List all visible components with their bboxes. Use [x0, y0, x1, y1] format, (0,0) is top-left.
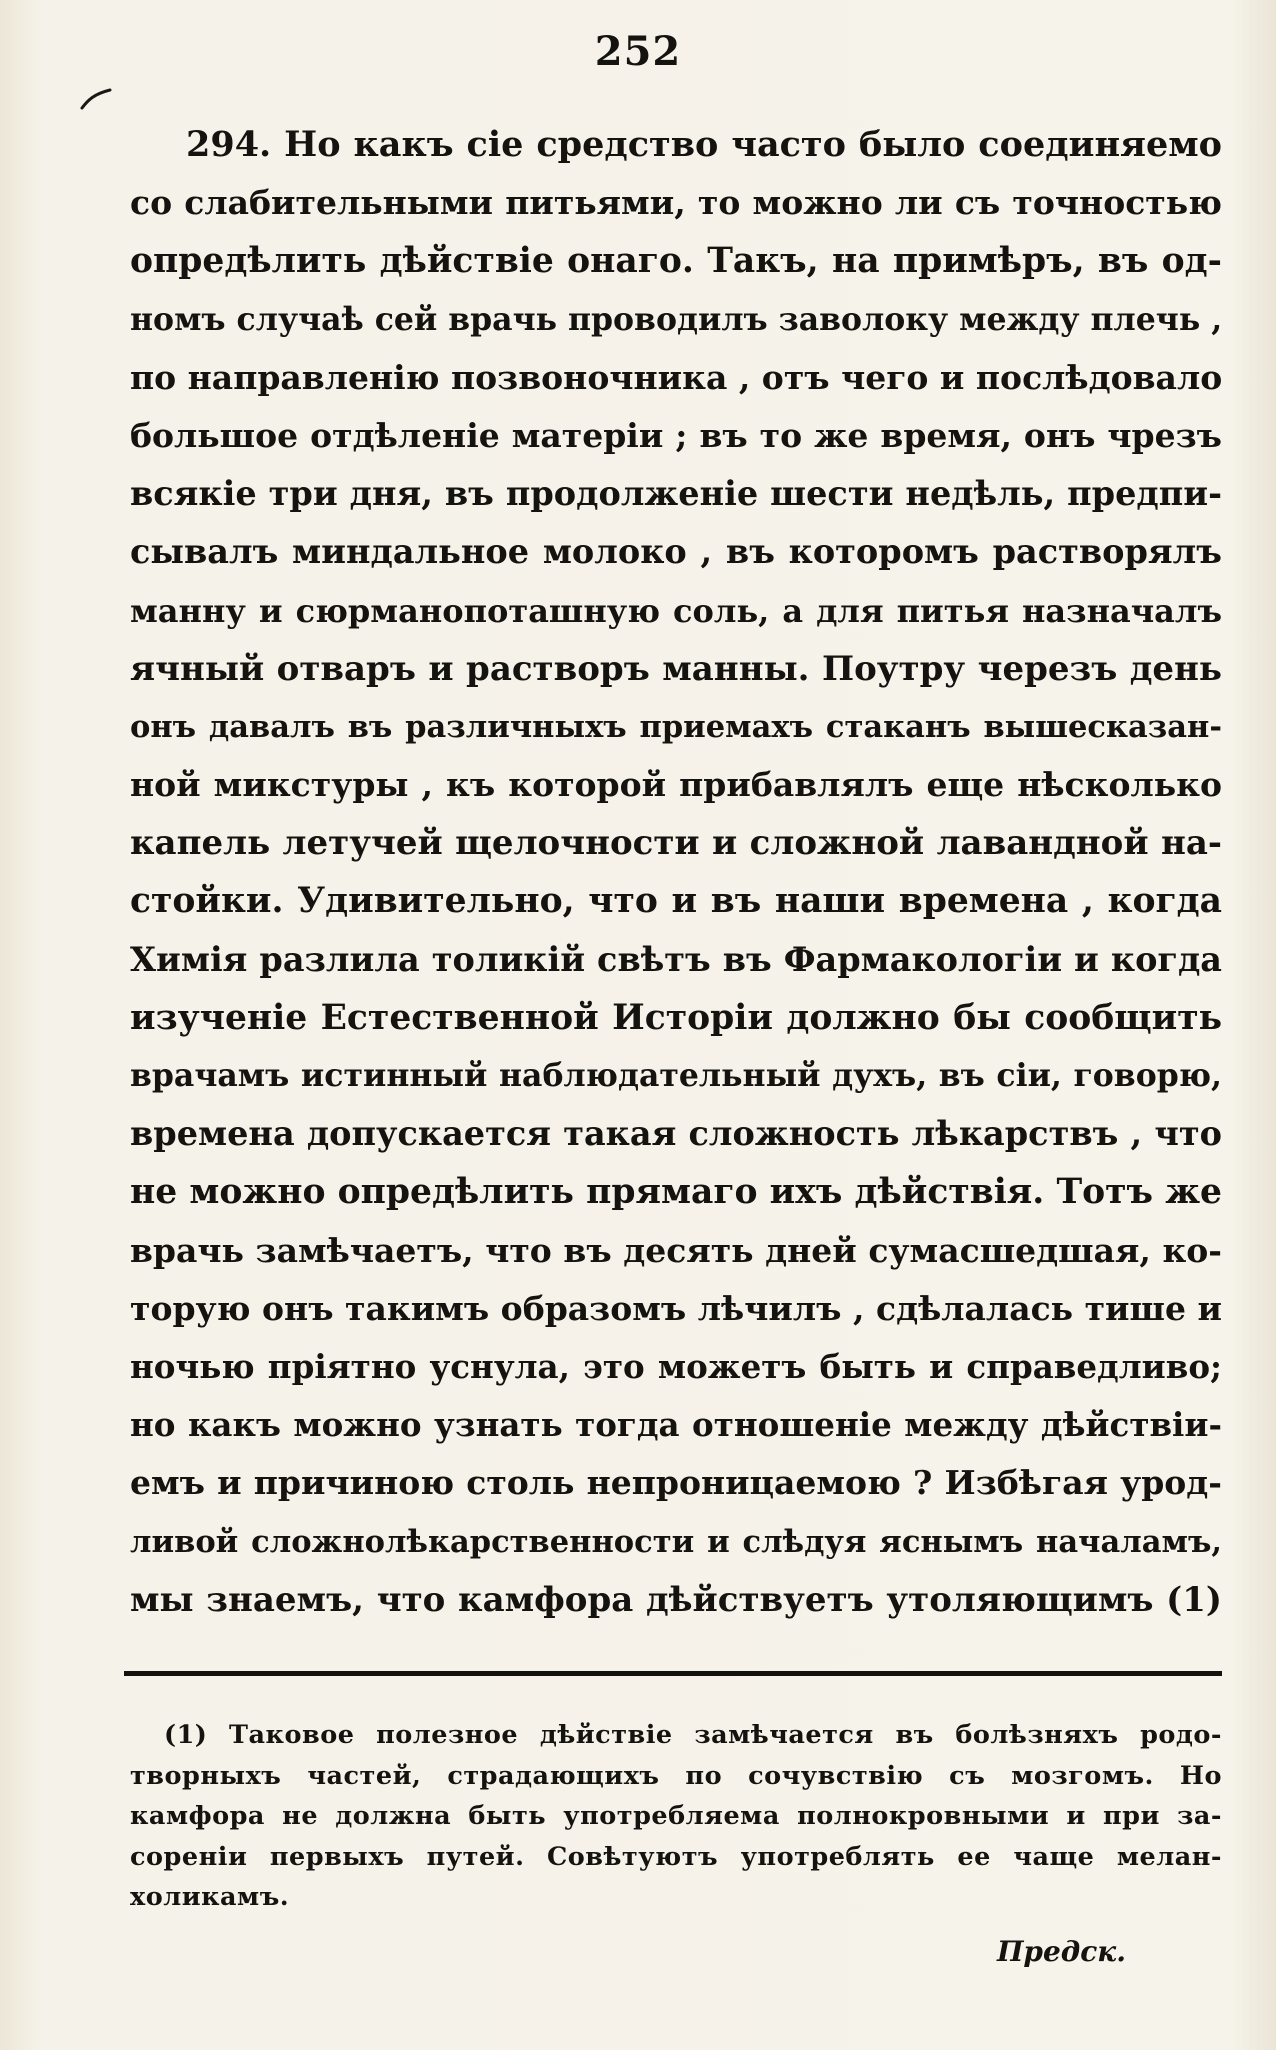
text-line: торую онъ такимъ образомъ лѣчилъ , сдѣлалась тише и — [130, 1288, 1222, 1328]
footnote-separator-rule — [124, 1671, 1222, 1676]
text-line: ночью пріятно уснула, это можетъ быть и справедливо; — [130, 1346, 1222, 1386]
text-line: манну и сюрманопоташную соль, а для питья назначалъ — [130, 591, 1222, 630]
text-line: врачь замѣчаетъ, что въ десять дней сумасшедшая, ко- — [130, 1230, 1222, 1270]
text-line: не можно опредѣлить прямаго ихъ дѣйствія. Тотъ же — [130, 1172, 1222, 1213]
main-text — [130, 116, 1222, 1629]
footnote-line: (1) Таковое полезное дѣйствіе замѣчается въ болѣзняхъ родо- — [164, 1720, 1222, 1750]
text-line: стойки. Удивительно, что и въ наши времена , когда — [130, 881, 1222, 922]
text-line: ячный отваръ и растворъ манны. Поутру черезъ день — [130, 648, 1222, 689]
text-line: по направленію позвоночника , отъ чего и послѣдовало — [130, 357, 1223, 397]
text-line: ливой сложнолѣкарственности и слѣдуя яснымъ началамъ, — [130, 1523, 1222, 1560]
text-line: со слабительными питьями, то можно ли съ точностью — [130, 183, 1222, 223]
text-line: ной микстуры , къ которой прибавлялъ еще нѣсколько — [130, 765, 1222, 805]
text-line: онъ давалъ въ различныхъ приемахъ стаканъ вышесказан- — [130, 708, 1222, 745]
text-line: капель летучей щелочности и сложной лавандной на- — [130, 823, 1222, 864]
text-line: опредѣлить дѣйствіе онаго. Такъ, на примѣръ, въ од- — [130, 241, 1222, 282]
catchword: Предск. — [996, 1935, 1126, 1968]
text-line: большое отдѣленіе матеріи ; въ то же время, онъ чрезъ — [130, 415, 1222, 455]
text-line: номъ случаѣ сей врачь проводилъ заволоку между плечь , — [130, 300, 1223, 338]
footnote-line: холикамъ. — [130, 1882, 290, 1912]
text-line: но какъ можно узнать тогда отношеніе между дѣйствіи- — [130, 1405, 1222, 1445]
footnote-line: творныхъ частей, страдающихъ по сочувствію съ мозгомъ. Но — [130, 1760, 1222, 1791]
footnote — [130, 1715, 1222, 1918]
page-number: 252 — [594, 28, 682, 75]
text-line: емъ и причиною столь непроницаемою ? Избѣгая урод- — [130, 1463, 1222, 1503]
text-line: 294. Но какъ сіе средство часто было соединяемо — [186, 124, 1222, 165]
text-line: всякіе три дня, въ продолженіе шести недѣль, предпи- — [130, 474, 1222, 514]
text-line: мы знаемъ, что камфора дѣйствуетъ утоляющимъ (1) — [130, 1579, 1222, 1620]
text-line: времена допускается такая сложность лѣкарствъ , что — [130, 1114, 1222, 1154]
text-line: Химія разлила толикій свѣтъ въ Фармакологіи и когда — [130, 939, 1222, 979]
footnote-line: камфора не должна быть употребляема полнокровными и при за- — [130, 1801, 1222, 1831]
footnote-line: сореніи первыхъ путей. Совѣтуютъ употреблять ее чаще мелан- — [130, 1841, 1222, 1872]
text-line: изученіе Естественной Исторіи должно бы сообщить — [130, 997, 1222, 1038]
margin-pencil-mark — [80, 88, 114, 110]
text-line: сывалъ миндальное молоко , въ которомъ растворялъ — [130, 532, 1222, 572]
text-line: врачамъ истинный наблюдательный духъ, въ сіи, говорю, — [130, 1057, 1222, 1094]
